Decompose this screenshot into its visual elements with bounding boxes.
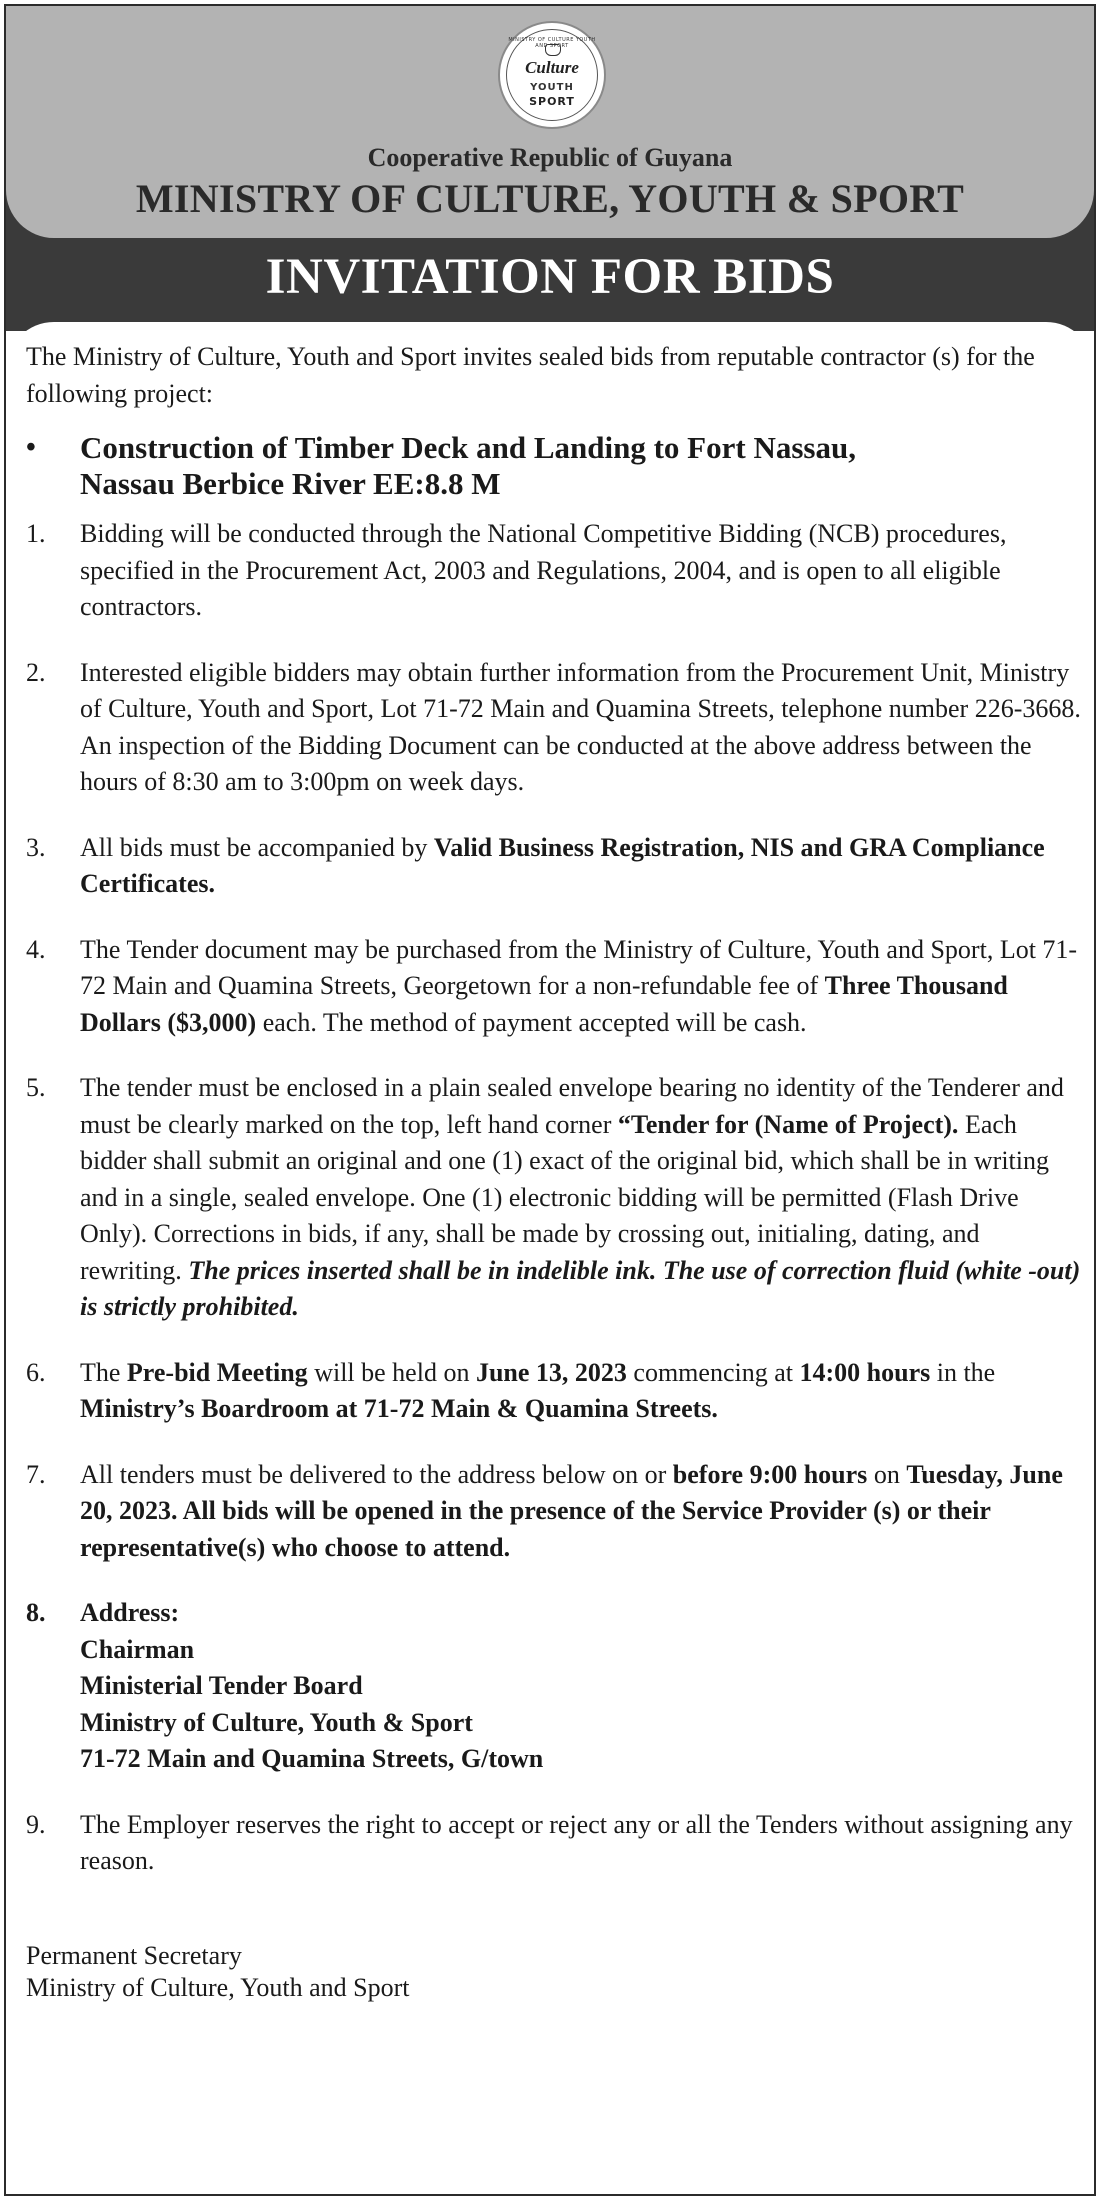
item-text-part: in the	[930, 1357, 996, 1387]
item-number: 2.	[26, 657, 46, 687]
project-title	[80, 430, 856, 502]
list-item	[26, 516, 1086, 626]
item-text	[80, 932, 1086, 1042]
intro-paragraph: The Ministry of Culture, Youth and Sport invites sealed bids from reputable contractor (s) for the following project:	[26, 342, 1035, 408]
address-line: 71-72 Main and Quamina Streets, G/town	[80, 1744, 544, 1773]
list-item	[26, 1355, 1086, 1428]
bullet-icon: •	[26, 432, 36, 463]
item-text-bold: Ministry’s Boardroom at 71-72 Main & Quamina Streets.	[80, 1394, 718, 1423]
item-text	[80, 830, 1086, 903]
item-number: 5.	[26, 1073, 46, 1102]
logo-culture-text: Culture	[525, 58, 579, 77]
item-number: 3.	[26, 832, 46, 862]
address-line: Ministerial Tender Board	[80, 1671, 363, 1700]
item-number: 1.	[26, 519, 46, 548]
address-line: Ministry of Culture, Youth & Sport	[80, 1707, 473, 1737]
signoff-title: Permanent Secretary	[26, 1940, 242, 1970]
address-label: Address:	[80, 1598, 180, 1627]
address-block	[80, 1595, 1086, 1778]
project-title-line2: Nassau Berbice River EE:8.8 M	[80, 466, 501, 501]
item-text-bold-italic: The prices inserted shall be in indelible ink. The use of correction fluid (white -out) is strictly prohibited.	[80, 1255, 1081, 1321]
item-text-bold: Tuesday, June 20, 2023. All bids will be opened in the presence of the Service Provider (s) or their representative(s) who choose to attend.	[80, 1459, 1063, 1562]
item-text-part: The	[80, 1357, 127, 1387]
item-text: Bidding will be conducted through the National Competitive Bidding (NCB) procedures, specified in the Procurement Act, 2003 and Regulations, 2004, and is open to all eligible contractors.	[80, 519, 1007, 621]
project-title-line1: Construction of Timber Deck and Landing to Fort Nassau,	[80, 430, 856, 465]
item-text-part: Each bidder shall submit an original and one (1) exact of the original bid, which shall be in writing and in a single, sealed envelope. One (1) electronic bidding will be permitted (Flash Drive Only). Corrections in bids, if any, shall be made by crossing out, initialing, dating, and rewriting.	[80, 1109, 1049, 1285]
signoff-organization: Ministry of Culture, Youth and Sport	[26, 1972, 410, 2002]
page-title: INVITATION FOR BIDS	[265, 249, 835, 305]
logo-ring-text: MINISTRY OF CULTURE YOUTH AND SPORT	[508, 37, 596, 49]
project-item	[26, 430, 1086, 502]
item-text: Interested eligible bidders may obtain further information from the Procurement Unit, Ministry of Culture, Youth and Sport, Lot 71-72 Main and Quamina Streets, telephone number 226-3668. An inspection of the Bidding Document can be conducted at the above address between the hours of 8:30 am to 3:00pm on week days.	[80, 657, 1081, 796]
item-text	[80, 1457, 1086, 1567]
list-item	[26, 1070, 1086, 1326]
item-text-part: The tender must be enclosed in a plain sealed envelope bearing no identity of the Tenderer and must be clearly marked on the top, left hand corner	[80, 1073, 1064, 1139]
item-text-bold: Pre-bid Meeting	[126, 1357, 308, 1387]
advertisement-frame	[4, 4, 1096, 2196]
item-text-bold: “Tender for (Name of Project).	[617, 1109, 959, 1139]
item-text-bold: Valid Business Registration, NIS and GRA Compliance Certificates.	[80, 832, 1045, 898]
item-text-part: All bids must be accompanied by	[80, 832, 434, 862]
item-text-bold: Three Thousand Dollars ($3,000)	[80, 971, 1008, 1037]
ministry-heading: MINISTRY OF CULTURE, YOUTH & SPORT	[135, 176, 965, 221]
item-text-bold: June 13, 2023	[475, 1357, 627, 1387]
signoff-block	[26, 1940, 1086, 2004]
list-item	[26, 1457, 1086, 1567]
list-item	[26, 655, 1086, 801]
item-text-part: All tenders must be delivered to the address below on or	[80, 1459, 673, 1489]
ministry-logo	[498, 21, 606, 129]
item-number: 7.	[26, 1459, 46, 1489]
coat-of-arms-icon	[545, 44, 561, 56]
item-text	[80, 1070, 1086, 1326]
list-item	[26, 1595, 1086, 1778]
item-number: 6.	[26, 1357, 46, 1387]
item-text-part: on	[867, 1459, 907, 1489]
logo-sport-text: SPORT	[529, 95, 575, 108]
item-text-bold: 14:00 hours	[799, 1357, 931, 1387]
item-number: 4.	[26, 934, 46, 964]
logo-youth-text: YOUTH	[530, 82, 574, 93]
item-text	[80, 1355, 1086, 1428]
list-item	[26, 830, 1086, 903]
address-line: Chairman	[80, 1634, 195, 1664]
item-text: The Employer reserves the right to accept or reject any or all the Tenders without assigning any reason.	[80, 1809, 1073, 1875]
republic-heading: Cooperative Republic of Guyana	[367, 143, 733, 172]
list-item	[26, 1807, 1086, 1880]
logo-ring	[506, 29, 598, 121]
item-text-part: commencing at	[626, 1357, 800, 1387]
item-text-part: will be held on	[307, 1357, 476, 1387]
list-item	[26, 932, 1086, 1042]
item-text-part: The Tender document may be purchased from the Ministry of Culture, Youth and Sport, Lot 71-72 Main and Quamina Streets, Georgetown for a non-refundable fee of	[80, 934, 1078, 1000]
item-text-bold: before 9:00 hours	[672, 1459, 868, 1489]
item-number: 8.	[26, 1598, 46, 1627]
item-text-part: each. The method of payment accepted will be cash.	[256, 1007, 807, 1037]
item-number: 9.	[26, 1809, 46, 1839]
notice-content	[26, 339, 1086, 2004]
